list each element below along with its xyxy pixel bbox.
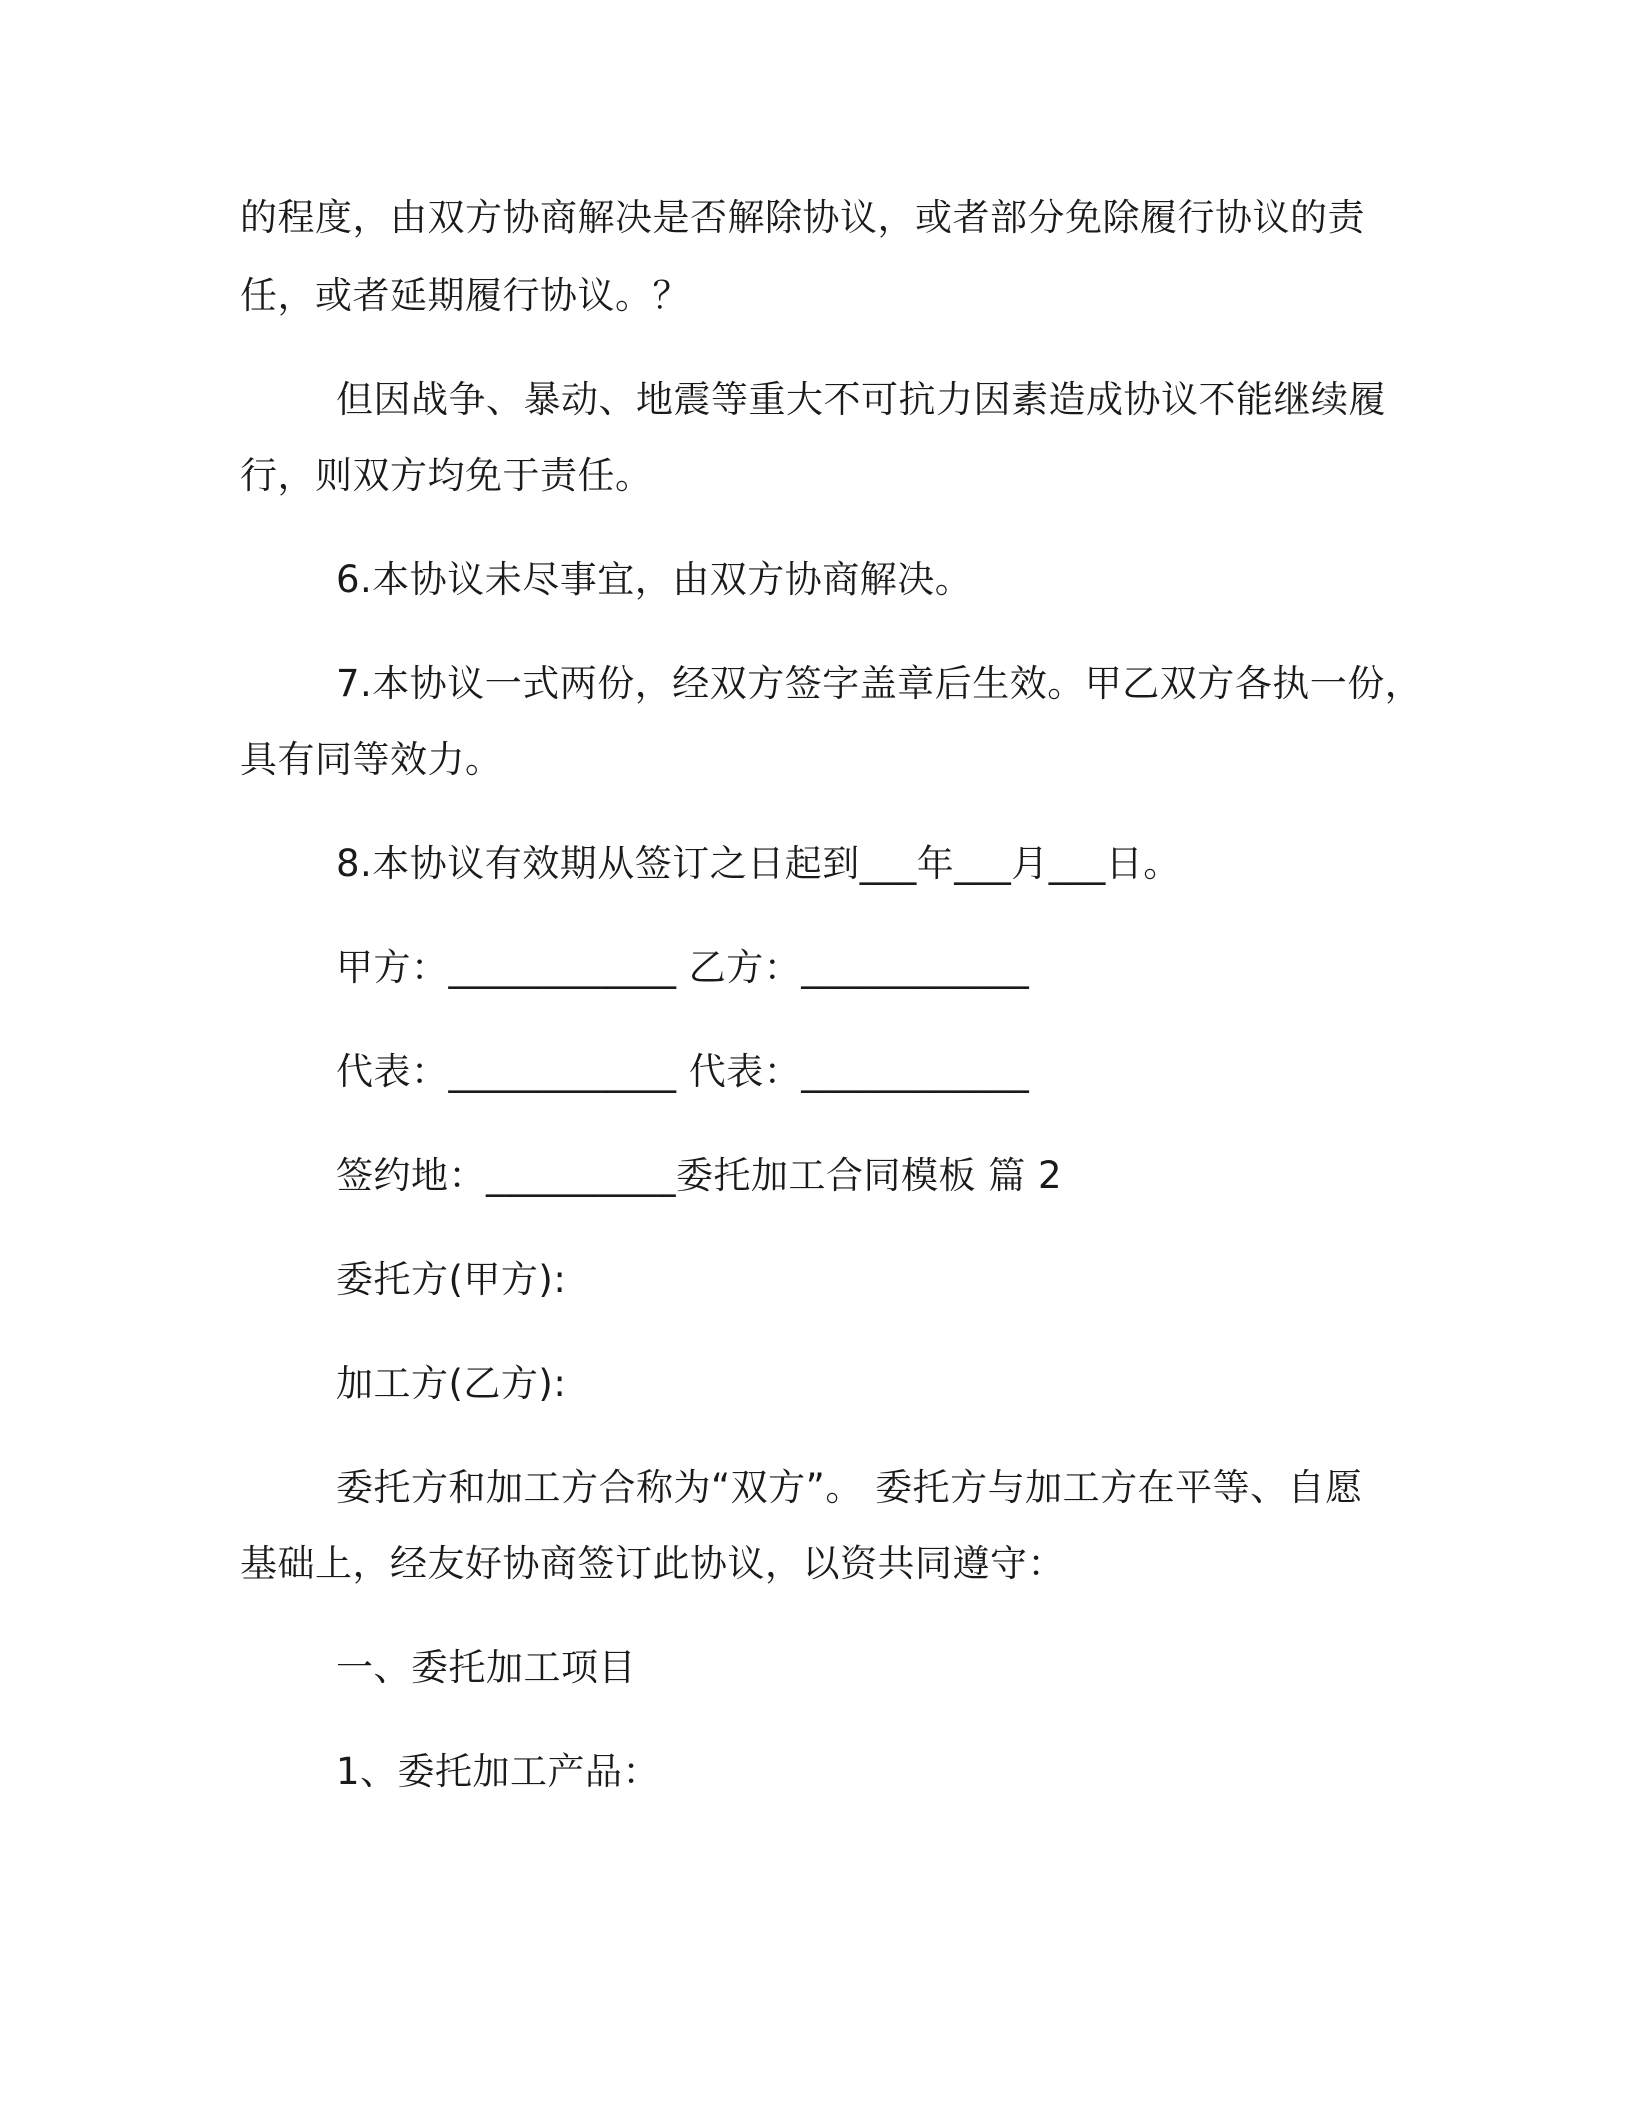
clause-7: 7.本协议一式两份，经双方签字盖章后生效。甲乙双方各执一份， bbox=[336, 662, 1423, 705]
clause-6: 6.本协议未尽事宜，由双方协商解决。 bbox=[336, 558, 973, 601]
paragraph-line: 基础上，经友好协商签订此协议，以资共同遵守： bbox=[240, 1542, 1065, 1585]
clause-8: 8.本协议有效期从签订之日起到___年___月___日。 bbox=[336, 842, 1181, 885]
client-party-line: 委托方(甲方): bbox=[336, 1258, 567, 1301]
paragraph-line: 行，则双方均免于责任。 bbox=[240, 454, 653, 497]
paragraph-line: 具有同等效力。 bbox=[240, 738, 503, 781]
signing-place-line: 签约地：__________委托加工合同模板 篇 2 bbox=[336, 1154, 1063, 1197]
paragraph-line: 的程度，由双方协商解决是否解除协议，或者部分免除履行协议的责 bbox=[240, 196, 1365, 239]
paragraph-line: 但因战争、暴动、地震等重大不可抗力因素造成协议不能继续履 bbox=[336, 378, 1386, 421]
document-page bbox=[240, 0, 1423, 2112]
processor-party-line: 加工方(乙方): bbox=[336, 1362, 567, 1405]
section-heading: 一、委托加工项目 bbox=[336, 1646, 636, 1689]
paragraph-line: 委托方和加工方合称为“双方”。 委托方与加工方在平等、自愿 bbox=[336, 1466, 1363, 1509]
signature-party-line: 甲方：____________ 乙方：____________ bbox=[336, 946, 1030, 989]
subsection-heading: 1、委托加工产品： bbox=[336, 1750, 661, 1793]
paragraph-line: 任，或者延期履行协议。？ bbox=[240, 274, 690, 317]
signature-representative-line: 代表：____________ 代表：____________ bbox=[336, 1050, 1030, 1093]
